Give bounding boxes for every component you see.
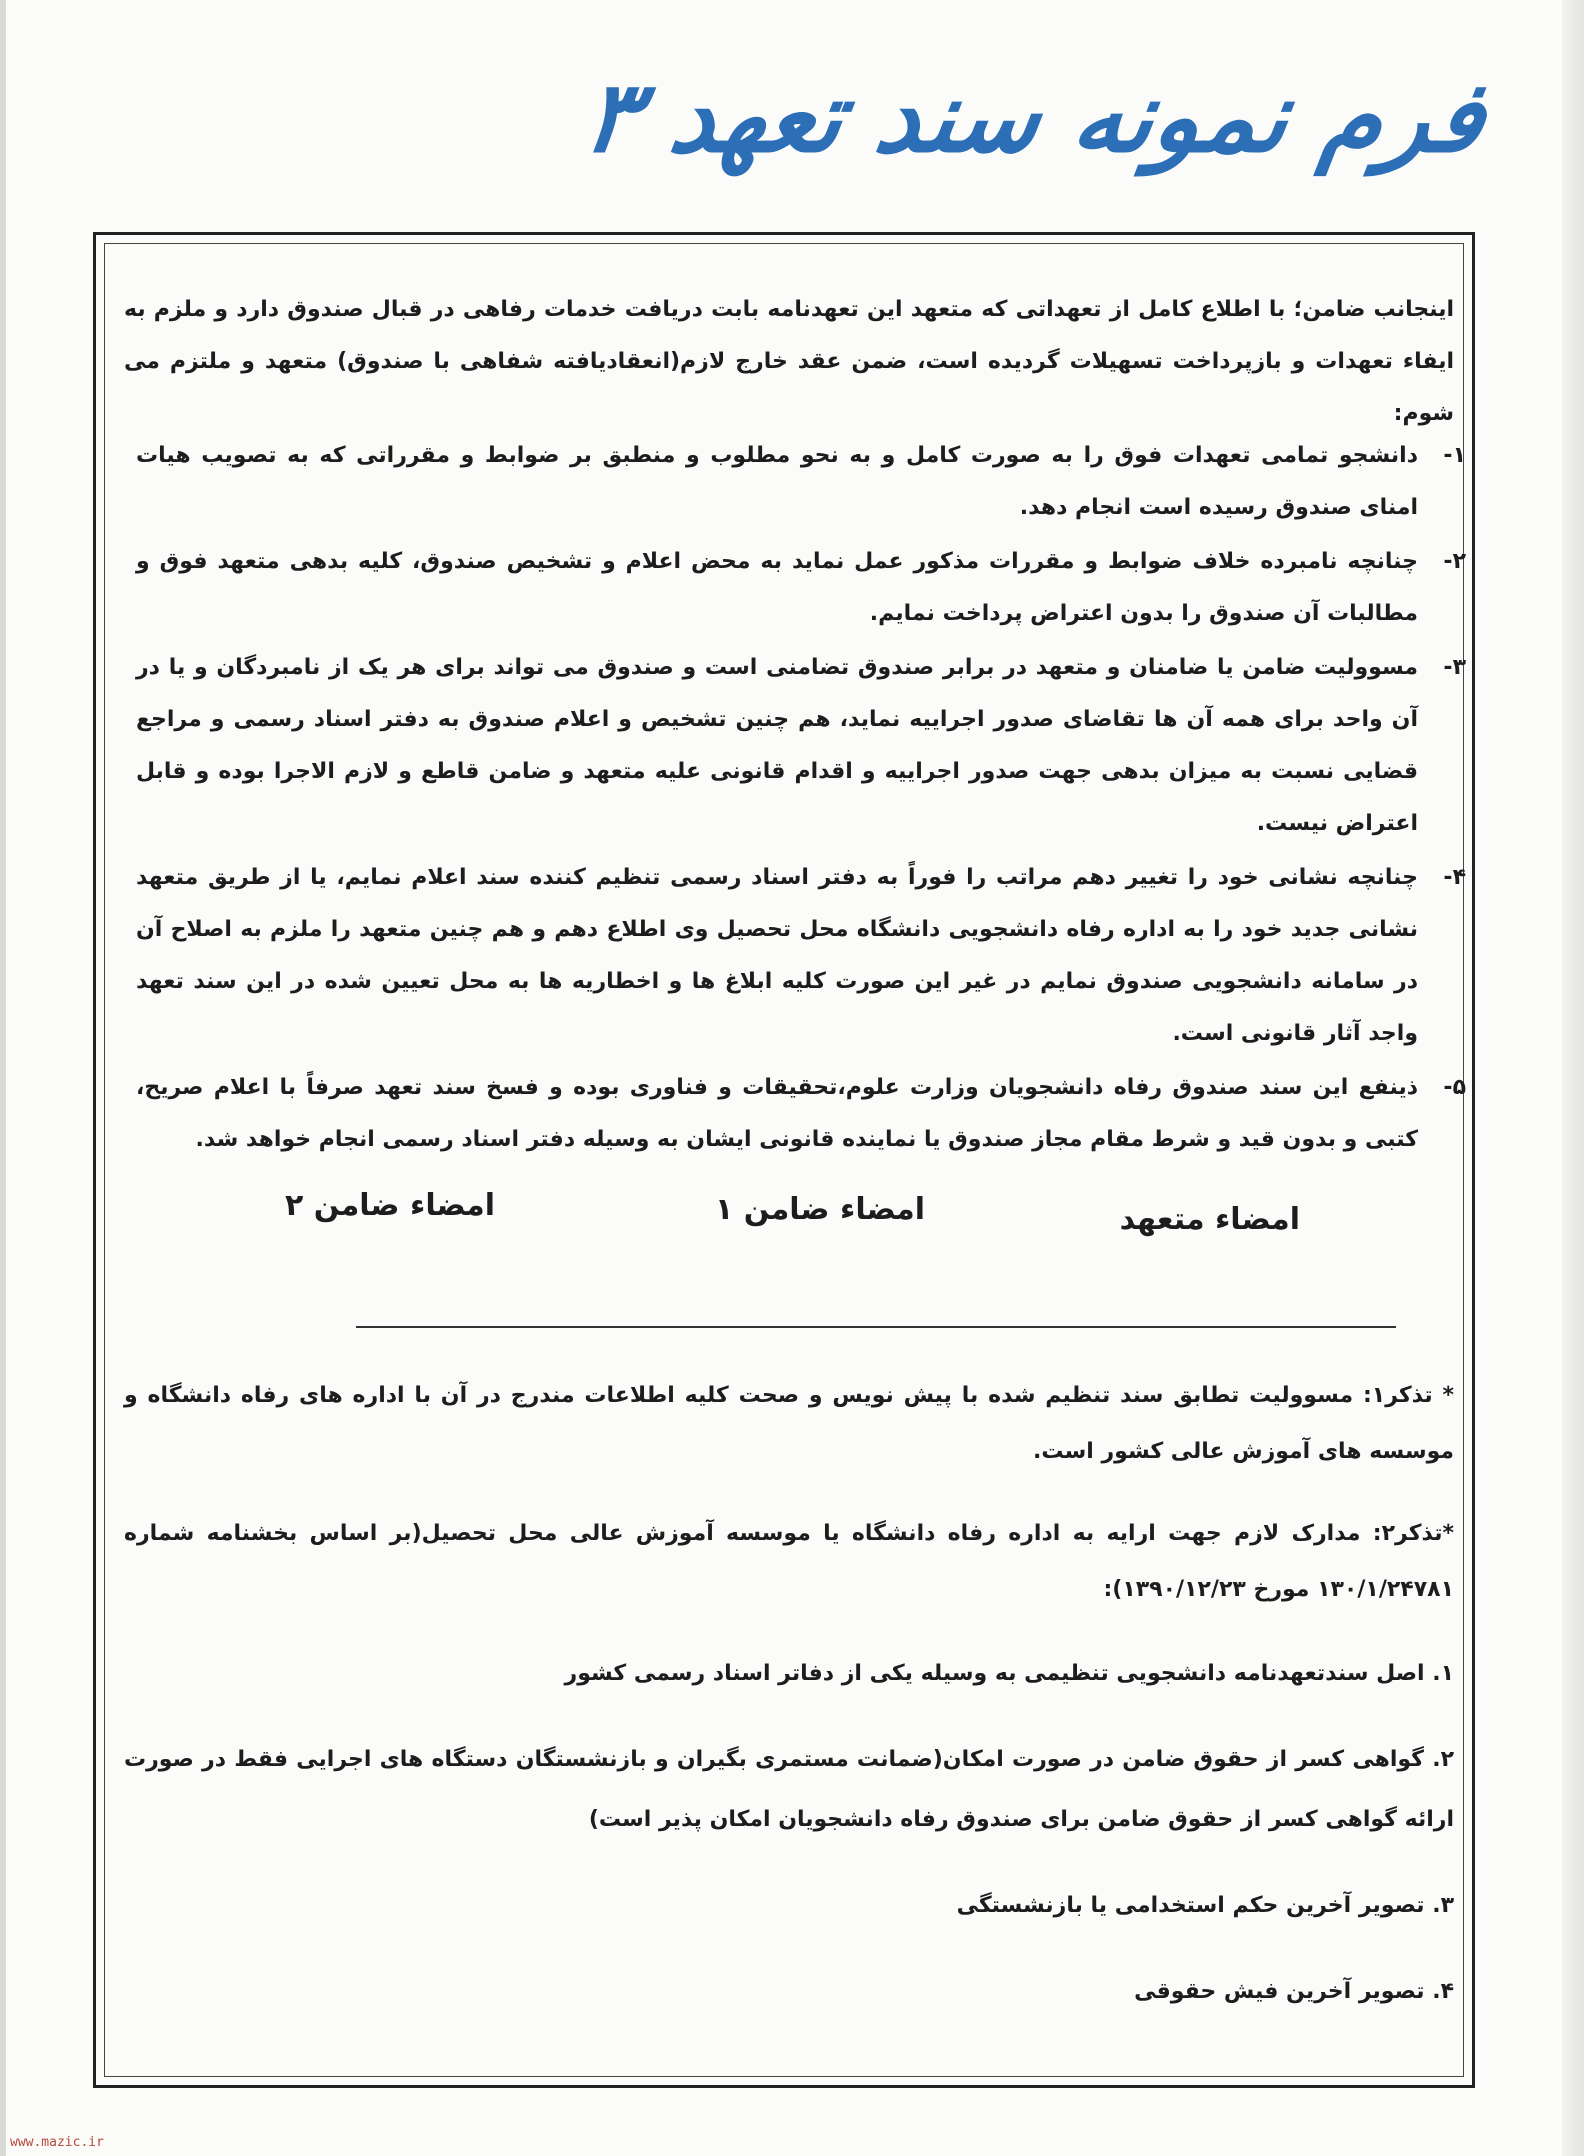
clause-number: ۱- [1443,443,1466,468]
clause-text: چنانچه نامبرده خلاف ضوابط و مقررات مذکور عمل نماید به محض اعلام و تشخیص صندوق، کلیه بدهی متعهد فوق و مطالبات آن صندوق را بدون اعتراض پرداخت نمایم. [136,549,1418,626]
scan-left-edge [0,0,6,2156]
note-2: *تذکر۲: مدارک لازم جهت ارایه به اداره رفاه دانشگاه یا موسسه آموزش عالی محل تحصیل(بر اساس بخشنامه شماره ۱۳۰/۱/۲۴۷۸۱ مورخ ۱۳۹۰/۱۲/۲۳): [124,1521,1454,1602]
signature-row [260,1188,1300,1258]
note-1: * تذکر۱: مسوولیت تطابق سند تنظیم شده با پیش نویس و صحت کلیه اطلاعات مندرج در آن با اداره های رفاه دانشگاه و موسسه های آموزش عالی کشور است. [124,1383,1454,1464]
clause-text: مسوولیت ضامن یا ضامنان و متعهد در برابر صندوق تضامنی است و صندوق می تواند برای هر یک از نامبردگان و یا در آن واحد برای همه آن ها تقاضای صدور اجراییه نماید، هم چنین تشخیص و اعلام صندوق به دفتر اسناد رسمی و مراجع قضایی نسبت به میزان بدهی جهت صدور اجراییه و اقدام قانونی علیه متعهد و ضامن قاطع و لازم الاجرا بوده و قابل اعتراض نیست. [136,655,1418,836]
clauses-list [136,430,1466,1168]
signature-guarantor-2: امضاء ضامن ۲ [284,1188,495,1223]
clause-1 [136,430,1466,534]
clause-text: دانشجو تمامی تعهدات فوق را به صورت کامل و به نحو مطلوب و منطبق بر ضوابط و مقرراتی که به تصویب هیات امنای صندوق رسیده است انجام دهد. [136,443,1418,520]
clause-4 [136,852,1466,1060]
signature-guarantor-1: امضاء ضامن ۱ [714,1192,925,1227]
document-item-2: ۲. گواهی کسر از حقوق ضامن در صورت امکان(ضمانت مستمری بگیران و بازنشستگان دستگاه های اجرایی فقط در صورت ارائه گواهی کسر از حقوق ضامن برای صندوق رفاه دانشجویان امکان پذیر است) [124,1747,1454,1832]
clause-3 [136,642,1466,850]
divider-line [356,1326,1396,1328]
scan-right-edge [1562,0,1584,2156]
notes-section [124,1368,1454,1644]
watermark-stamp: www.mazic.ir [10,2135,104,2150]
document-item-3: ۳. تصویر آخرین حکم استخدامی یا بازنشستگی [956,1893,1454,1918]
clause-2 [136,536,1466,640]
clause-text: چنانچه نشانی خود را تغییر دهم مراتب را فوراً به دفتر اسناد رسمی تنظیم کننده سند اعلام نمایم، یا از طریق متعهد نشانی جدید خود را به اداره رفاه دانشجویی دانشگاه محل تحصیل وی اطلاع دهم و هم چنین متعهد را ملزم به اصلاح آن در سامانه دانشجویی صندوق نمایم در غیر این صورت کلیه ابلاغ ها و اخطاریه ها به محل تعیین شده در این سند تعهد واجد آثار قانونی است. [136,865,1418,1046]
clause-number: ۵- [1443,1075,1466,1100]
document-item-1: ۱. اصل سندتعهدنامه دانشجویی تنظیمی به وسیله یکی از دفاتر اسناد رسمی کشور [564,1661,1454,1686]
clause-text: ذینفع این سند صندوق رفاه دانشجویان وزارت علوم،تحقیقات و فناوری بوده و فسخ سند تعهد صرفاً با اعلام صریح، کتبی و بدون قید و شرط مقام مجاز صندوق یا نماینده قانونی ایشان به وسیله دفتر اسناد رسمی انجام خواهد شد. [136,1075,1418,1152]
intro-paragraph: اینجانب ضامن؛ با اطلاع کامل از تعهداتی که متعهد این تعهدنامه بابت دریافت خدمات رفاهی در قبال صندوق دارد و ملزم به ایفاء تعهدات و بازپرداخت تسهیلات گردیده است، ضمن عقد خارج لازم(انعقادیافته شفاهی با صندوق) متعهد و ملتزم می شوم: [124,297,1454,426]
document-item-4: ۴. تصویر آخرین فیش حقوقی [1134,1979,1454,2004]
clause-number: ۳- [1443,655,1466,680]
signature-obligor: امضاء متعهد [1119,1202,1300,1237]
clause-number: ۲- [1443,549,1466,574]
clause-5 [136,1062,1466,1166]
required-documents-list [124,1644,1454,2048]
clause-number: ۴- [1443,865,1466,890]
handwritten-title: فرم نمونه سند تعهد ۳ [576,60,1493,175]
